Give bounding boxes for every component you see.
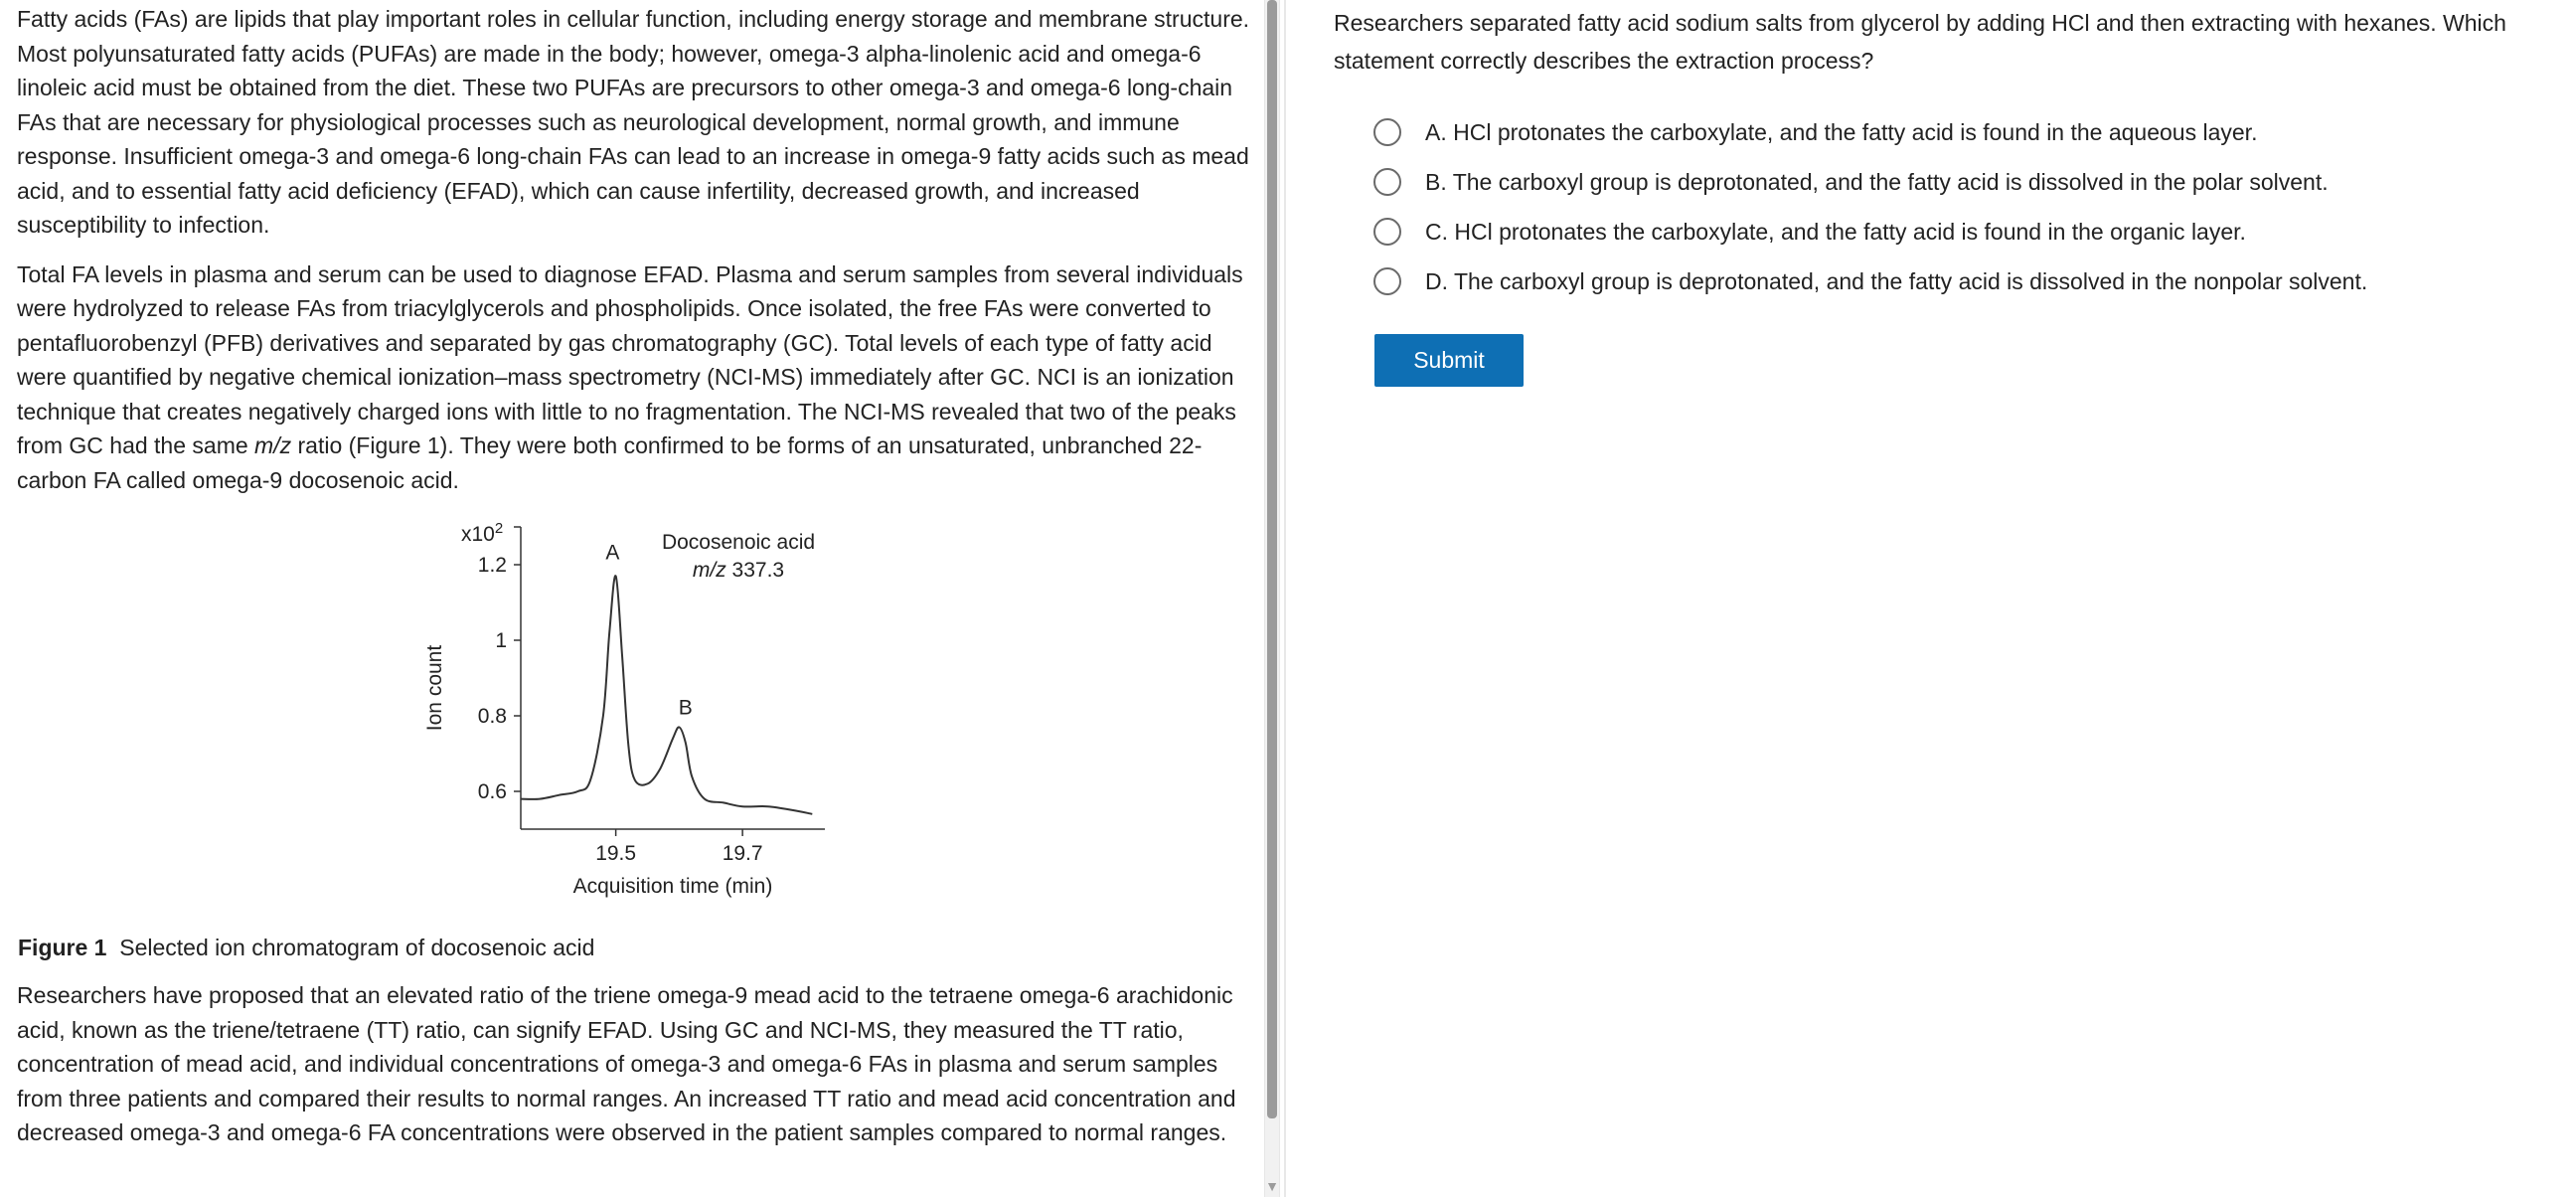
peak-label: B (678, 696, 693, 720)
chart-subtitle: m/z 337.3 (692, 559, 785, 582)
p2-text-b: ratio (Figure 1). They were both confirmed to be forms of an unsaturated, unbranched 22-carbon FA called omega-9 docosenoic acid. (17, 432, 1203, 493)
passage (17, 2, 1250, 497)
y-axis-label: Ion count (423, 644, 446, 732)
x-tick-label: 19.7 (722, 842, 763, 865)
chromatogram-svg (398, 509, 855, 917)
x-tick-label: 19.5 (595, 842, 637, 865)
answer-choice-a[interactable] (1373, 107, 2566, 157)
answer-choice-text: C. HCl protonates the carboxylate, and the fatty acid is found in the organic layer. (1425, 218, 2246, 245)
passage-paragraph-1: Fatty acids (FAs) are lipids that play important roles in cellular function, including energy storage and membrane structure. Most polyunsaturated fatty acids (PUFAs) are made in the body; however, omega-3 alpha-linolenic acid and omega-6 linoleic acid must be obtained from the diet. These two PUFAs are precursors to other omega-3 and omega-6 long-chain FAs that are necessary for physiological processes such as neurological development, normal growth, and immune response. Insufficient omega-3 and omega-6 long-chain FAs can lead to an increase in omega-9 fatty acids such as mead acid, and to essential fatty acid deficiency (EFAD), which can cause infertility, decreased growth, and increased susceptibility to infection. (17, 6, 1250, 238)
figure-1-chart (398, 509, 855, 917)
answer-choice-c[interactable] (1373, 207, 2566, 256)
x-axis-label: Acquisition time (min) (572, 875, 773, 898)
answer-choice-text: B. The carboxyl group is deprotonated, and the fatty acid is dissolved in the polar solvent. (1425, 168, 2329, 195)
answer-choice-text: D. The carboxyl group is deprotonated, and the fatty acid is dissolved in the nonpolar solvent. (1425, 267, 2368, 294)
submit-button[interactable]: Submit (1374, 334, 1524, 387)
figure-caption-label: Figure 1 (18, 935, 107, 960)
radio-button-icon[interactable] (1373, 267, 1401, 295)
question-stem: Researchers separated fatty acid sodium salts from glycerol by adding HCl and then extracting with hexanes. Which statement correctly describes the extraction process? (1334, 10, 2506, 74)
y-tick-label: 1.2 (477, 554, 507, 577)
answer-choice-text: A. HCl protonates the carboxylate, and the fatty acid is found in the aqueous layer. (1425, 118, 2258, 145)
scrollbar-thumb[interactable] (1267, 0, 1277, 1118)
answer-choices (1373, 107, 2566, 306)
y-tick-label: 0.8 (477, 705, 507, 728)
ion-count-series-line (521, 576, 812, 814)
scroll-down-arrow-icon[interactable]: ▼ (1265, 1178, 1279, 1194)
y-tick-label: 1 (495, 629, 507, 652)
p2-text-a: Total FA levels in plasma and serum can be used to diagnose EFAD. Plasma and serum samples from several individuals were hydrolyzed to release FAs from triacylglycerols and phospholipids. Once isolated, the free FAs were converted to pentafluorobenzyl (PFB) derivatives and separated by gas chromatography (GC). Total levels of each type of fatty acid were quantified by negative chemical ionization–mass spectrometry (NCI-MS) immediately after GC. NCI is an ionization technique that creates negatively charged ions with little to no fragmentation. The NCI-MS revealed that two of the peaks from GC had the same (17, 260, 1243, 458)
figure-caption-text: Selected ion chromatogram of docosenoic acid (119, 935, 595, 960)
pane-divider (1284, 0, 1286, 1197)
passage-paragraph-3: Researchers have proposed that an elevated ratio of the triene omega-9 mead acid to the tetraene omega-6 arachidonic acid, known as the triene/tetraene (TT) ratio, can signify EFAD. Using GC and NCI-MS, they measured the TT ratio, concentration of mead acid, and individual concentrations of omega-3 and omega-6 FAs in plasma and serum samples from three patients and compared their results to normal ranges. An increased TT ratio and mead acid concentration and decreased omega-3 and omega-6 FA concentrations were observed in the patient samples compared to normal ranges. (17, 982, 1236, 1145)
passage-tail (17, 978, 1250, 1150)
radio-button-icon[interactable] (1373, 218, 1401, 246)
answer-choice-d[interactable] (1373, 256, 2566, 306)
answer-choice-b[interactable] (1373, 157, 2566, 207)
passage-paragraph-2 (17, 257, 1250, 498)
chart-title: Docosenoic acid (661, 531, 816, 554)
radio-button-icon[interactable] (1373, 168, 1401, 196)
question-pane (1334, 0, 2566, 1197)
y-multiplier-label: $x10^2$ (461, 520, 504, 546)
y-tick-label: 0.6 (477, 780, 507, 803)
passage-pane[interactable] (0, 0, 1264, 1197)
figure-caption (18, 931, 594, 964)
peak-label: A (605, 541, 620, 565)
p2-italic-mz: m/z (254, 432, 292, 458)
radio-button-icon[interactable] (1373, 118, 1401, 146)
